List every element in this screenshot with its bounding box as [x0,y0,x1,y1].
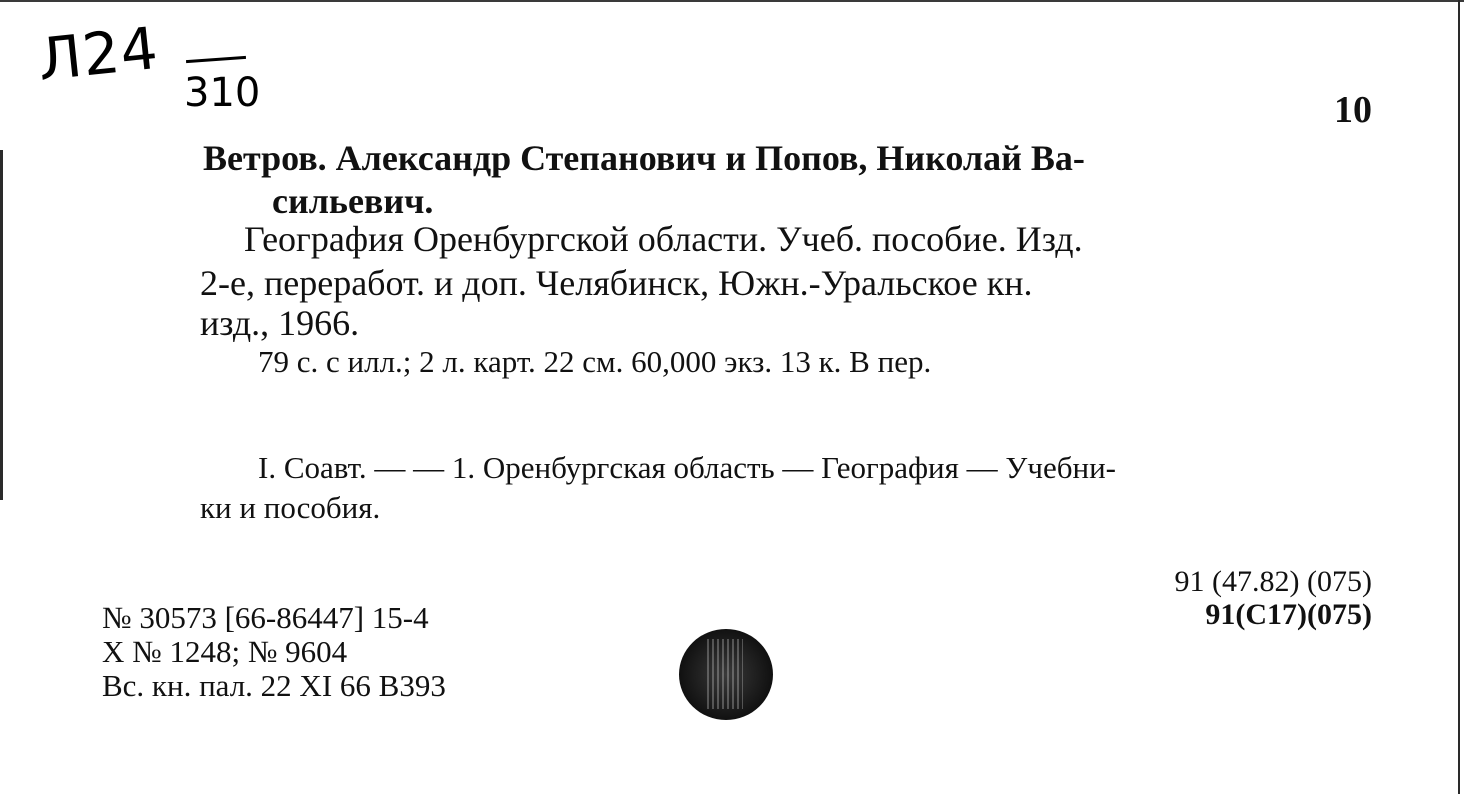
classification-line-1: 91 (47.82) (075) [1174,565,1372,598]
punch-hole-icon [679,629,773,720]
registration-line-1: № 30573 [66-86447] 15-4 [102,600,429,635]
tracings-line-1: I. Соавт. — — 1. Оренбургская область — География — Учебни- [258,450,1116,485]
handwritten-fraction-line [186,56,246,63]
physical-description: 79 с. с илл.; 2 л. карт. 22 см. 60,000 экз. 13 к. В пер. [258,344,932,379]
authors-line-1: Ветров. Александр Степанович и Попов, Николай Ва- [203,138,1085,178]
card-border-right [1458,0,1460,794]
handwritten-number: 310 [184,70,261,116]
handwritten-shelf-mark: Л24 [34,13,162,95]
registration-line-3: Вс. кн. пал. 22 XI 66 В393 [102,668,446,703]
title-line-2: 2-е, переработ. и доп. Челябинск, Южн.-Уральское кн. [200,263,1033,303]
tracings-line-2: ки и пособия. [200,490,381,525]
card-number: 10 [1334,89,1372,131]
authors-line-2: сильевич. [272,181,434,221]
classification-line-2: 91(С17)(075) [1205,598,1372,631]
card-border-left [0,150,3,500]
card-border-top [0,0,1464,2]
title-line-3: изд., 1966. [200,303,360,343]
registration-line-2: Х № 1248; № 9604 [102,634,348,669]
title-line-1: География Оренбургской области. Учеб. пособие. Изд. [244,219,1083,259]
